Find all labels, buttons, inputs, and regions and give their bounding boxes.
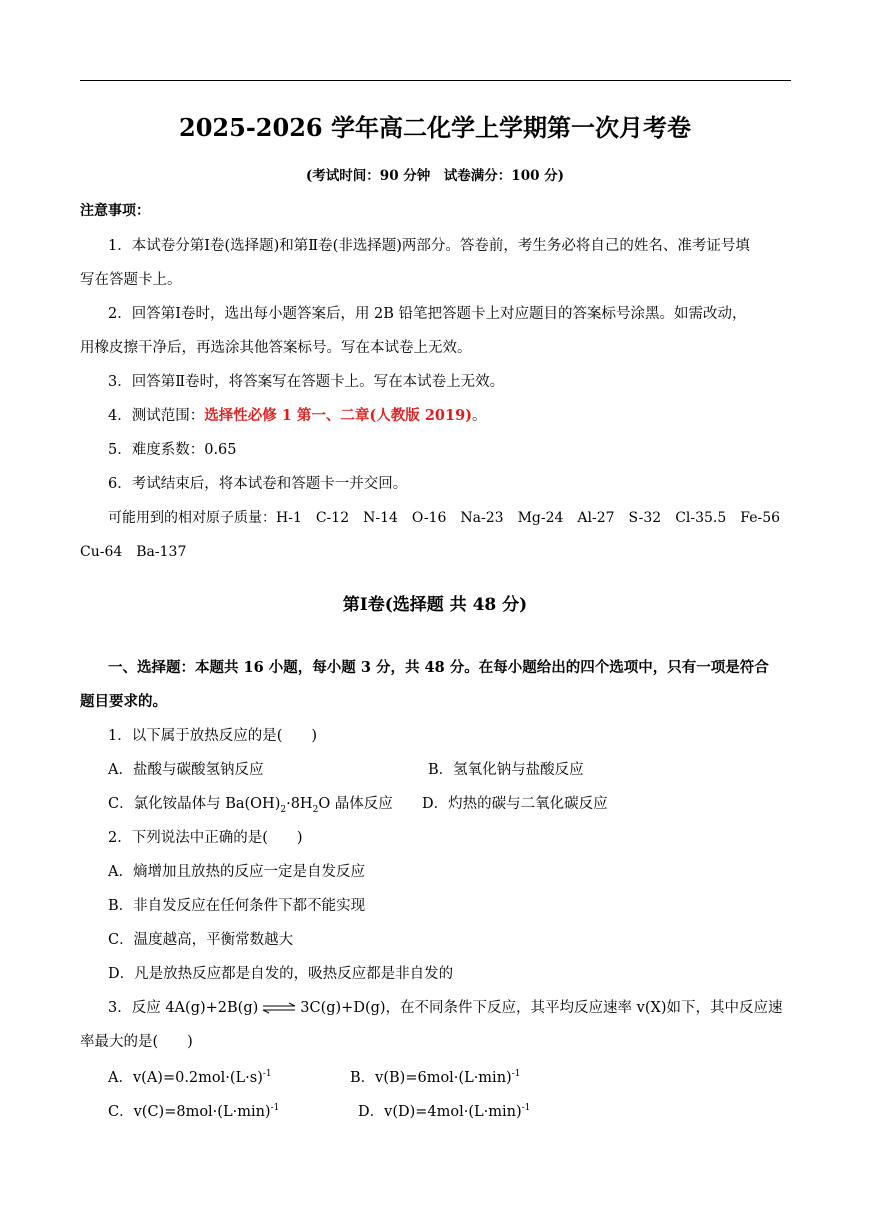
q1-option-c-part-1: C．氯化铵晶体与 Ba(OH) — [108, 796, 281, 812]
q1-option-c-sub-2: 2 — [312, 804, 319, 815]
section-instruction-line-2: 题目要求的。 — [80, 693, 167, 710]
note-2-line-2: 用橡皮擦干净后，再选涂其他答案标号。写在本试卷上无效。 — [80, 340, 472, 356]
section-instruction-text: 本题共 16 小题，每小题 3 分，共 48 分。在每小题给出的四个选项中，只有一项是符合 — [195, 659, 769, 676]
notes-heading: 注意事项： — [80, 203, 150, 219]
atomic-mass-line-1: 可能用到的相对原子质量：H-1 C-12 N-14 O-16 Na-23 Mg-24 Al-27 S-32 Cl-35.5 Fe-56 — [108, 510, 781, 526]
section-title: 第Ⅰ卷(选择题 共 48 分) — [342, 595, 528, 615]
section-instruction-line-1 — [108, 656, 769, 677]
section-instruction-label: 一、选择题： — [108, 659, 195, 676]
q1-option-c-part-3: O 晶体反应 — [318, 796, 393, 812]
q3-stem — [108, 996, 783, 1017]
q3-option-c-text: C．v(C)=8mol·(L·min) — [108, 1104, 271, 1120]
q1-option-c-sub-1: 2 — [280, 804, 287, 815]
note-1-line-2: 写在答题卡上。 — [80, 272, 182, 288]
q3-stem-line-2: 率最大的是( ) — [80, 1034, 193, 1050]
note-3: 3．回答第Ⅱ卷时，将答案写在答题卡上。写在本试卷上无效。 — [108, 374, 505, 390]
note-4-range: 选择性必修 1 第一、二章(人教版 2019) — [204, 407, 473, 424]
q2-option-b: B．非自发反应在任何条件下都不能实现 — [108, 898, 366, 914]
q3-option-d-exponent: -1 — [521, 1103, 531, 1114]
q3-stem-part-1: 3．反应 4A(g)+2B(g) — [108, 1000, 259, 1016]
q3-option-b-text: B．v(B)=6mol·(L·min) — [350, 1070, 512, 1086]
q3-option-a — [108, 1066, 272, 1087]
note-5: 5．难度系数：0.65 — [108, 442, 237, 458]
q3-option-d — [358, 1100, 530, 1121]
note-6: 6．考试结束后，将本试卷和答题卡一并交回。 — [108, 476, 408, 492]
q2-option-c: C．温度越高，平衡常数越大 — [108, 932, 294, 948]
atomic-mass-line-2: Cu-64 Ba-137 — [80, 544, 187, 560]
note-4-prefix: 4．测试范围： — [108, 408, 205, 424]
q3-option-b — [350, 1066, 520, 1087]
q1-option-d: D．灼热的碳与二氧化碳反应 — [422, 796, 608, 812]
header-rule — [80, 80, 791, 81]
page-title: 2025-2026 学年高二化学上学期第一次月考卷 — [179, 113, 691, 142]
equilibrium-arrow-icon — [262, 1002, 296, 1014]
q2-option-a: A．熵增加且放热的反应一定是自发反应 — [108, 864, 365, 880]
note-4 — [108, 404, 487, 425]
note-4-suffix: 。 — [472, 408, 487, 424]
q3-option-c — [108, 1100, 279, 1121]
q1-option-c — [108, 792, 393, 815]
q3-option-a-exponent: -1 — [262, 1069, 272, 1080]
q1-option-c-part-2: ·8H — [286, 796, 313, 812]
q2-option-d: D．凡是放热反应都是自发的，吸热反应都是非自发的 — [108, 966, 454, 982]
q1-option-a: A．盐酸与碳酸氢钠反应 — [108, 762, 264, 778]
q3-option-a-text: A．v(A)=0.2mol·(L·s) — [108, 1070, 263, 1086]
q1-option-b: B．氢氧化钠与盐酸反应 — [428, 762, 584, 778]
exam-info: (考试时间：90 分钟 试卷满分：100 分) — [305, 168, 565, 184]
q3-option-c-exponent: -1 — [270, 1103, 280, 1114]
q3-option-d-text: D．v(D)=4mol·(L·min) — [358, 1104, 522, 1120]
q2-stem: 2．下列说法中正确的是( ) — [108, 830, 303, 846]
q3-stem-part-2: 3C(g)+D(g)，在不同条件下反应，其平均反应速率 v(X)如下，其中反应速 — [300, 1000, 783, 1016]
q3-option-b-exponent: -1 — [511, 1069, 521, 1080]
q1-stem: 1．以下属于放热反应的是( ) — [108, 728, 318, 744]
note-2-line-1: 2．回答第Ⅰ卷时，选出每小题答案后，用 2B 铅笔把答题卡上对应题目的答案标号涂黑。如需改动， — [108, 306, 747, 322]
note-1-line-1: 1．本试卷分第Ⅰ卷(选择题)和第Ⅱ卷(非选择题)两部分。答卷前，考生务必将自己的姓名、准考证号填 — [108, 238, 750, 254]
